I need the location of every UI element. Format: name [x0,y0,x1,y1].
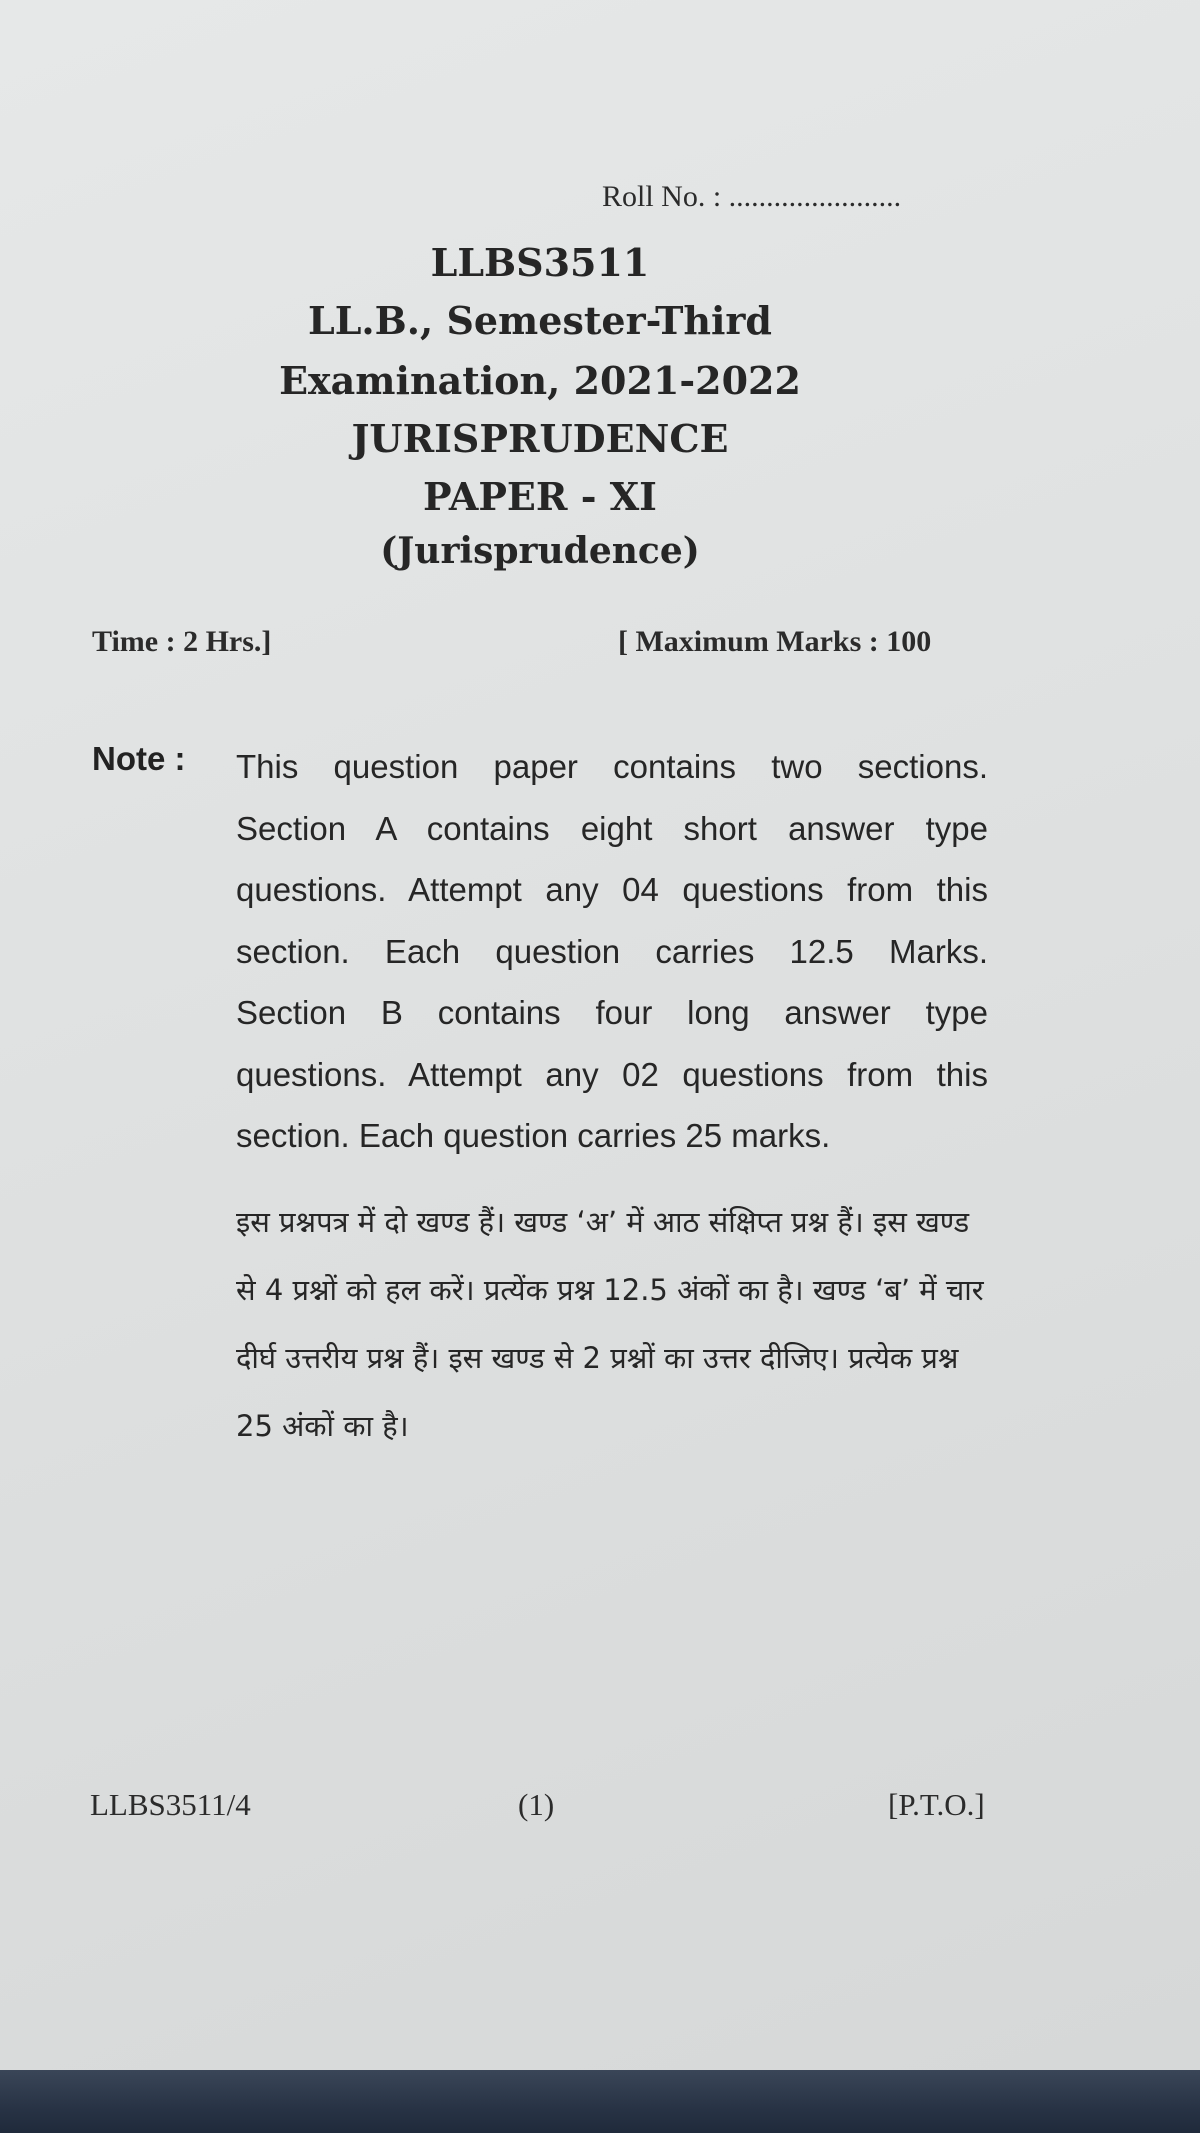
note-english [236,736,988,1167]
please-turn-over: [P.T.O.] [888,1787,985,1822]
footer-paper-code: LLBS3511/4 [90,1787,251,1822]
note-line: questions. Attempt any 02 questions from this [236,1055,988,1093]
paper-code: LLBS3511 [430,240,650,285]
paper-number: PAPER - XI [423,474,657,519]
note-line: This question paper contains two sections. [236,748,988,785]
background-fabric [0,2070,1200,2133]
time-allowed: Time : 2 Hrs.] [92,625,272,658]
note-line: questions. Attempt any 04 questions from this [236,871,988,908]
note-line: section. Each question carries 25 marks. [236,1117,831,1154]
paper-name: (Jurisprudence) [380,530,700,572]
note-line: Section B contains four long answer type [236,994,988,1031]
note-line: Section A contains eight short answer type [236,809,988,847]
maximum-marks: [ Maximum Marks : 100 [618,625,932,658]
exam-title: Examination, 2021-2022 [279,358,801,403]
roll-number: Roll No. : ....................... [602,180,902,213]
page-number: (1) [518,1787,555,1822]
course-title: LL.B., Semester-Third [307,298,773,343]
note-line: section. Each question carries 12.5 Marks. [236,932,988,970]
note-hindi: इस प्रश्नपत्र में दो खण्ड हैं। खण्ड ‘अ’ में आठ संक्षिप्त प्रश्न हैं। इस खण्ड से 4 प्रश्नों को हल करें। प्रत्येंक प्रश्न 12.5 अंकों का है। खण्ड ‘ब’ में चार दीर्घ उत्तरीय प्रश्न हैं। इस खण्ड से 2 प्रश्नों का उत्तर दीजिए। प्रत्येक प्रश्न 25 अंकों का है। [236,1205,984,1443]
subject-title: JURISPRUDENCE [351,416,729,461]
note-label: Note : [92,740,186,777]
